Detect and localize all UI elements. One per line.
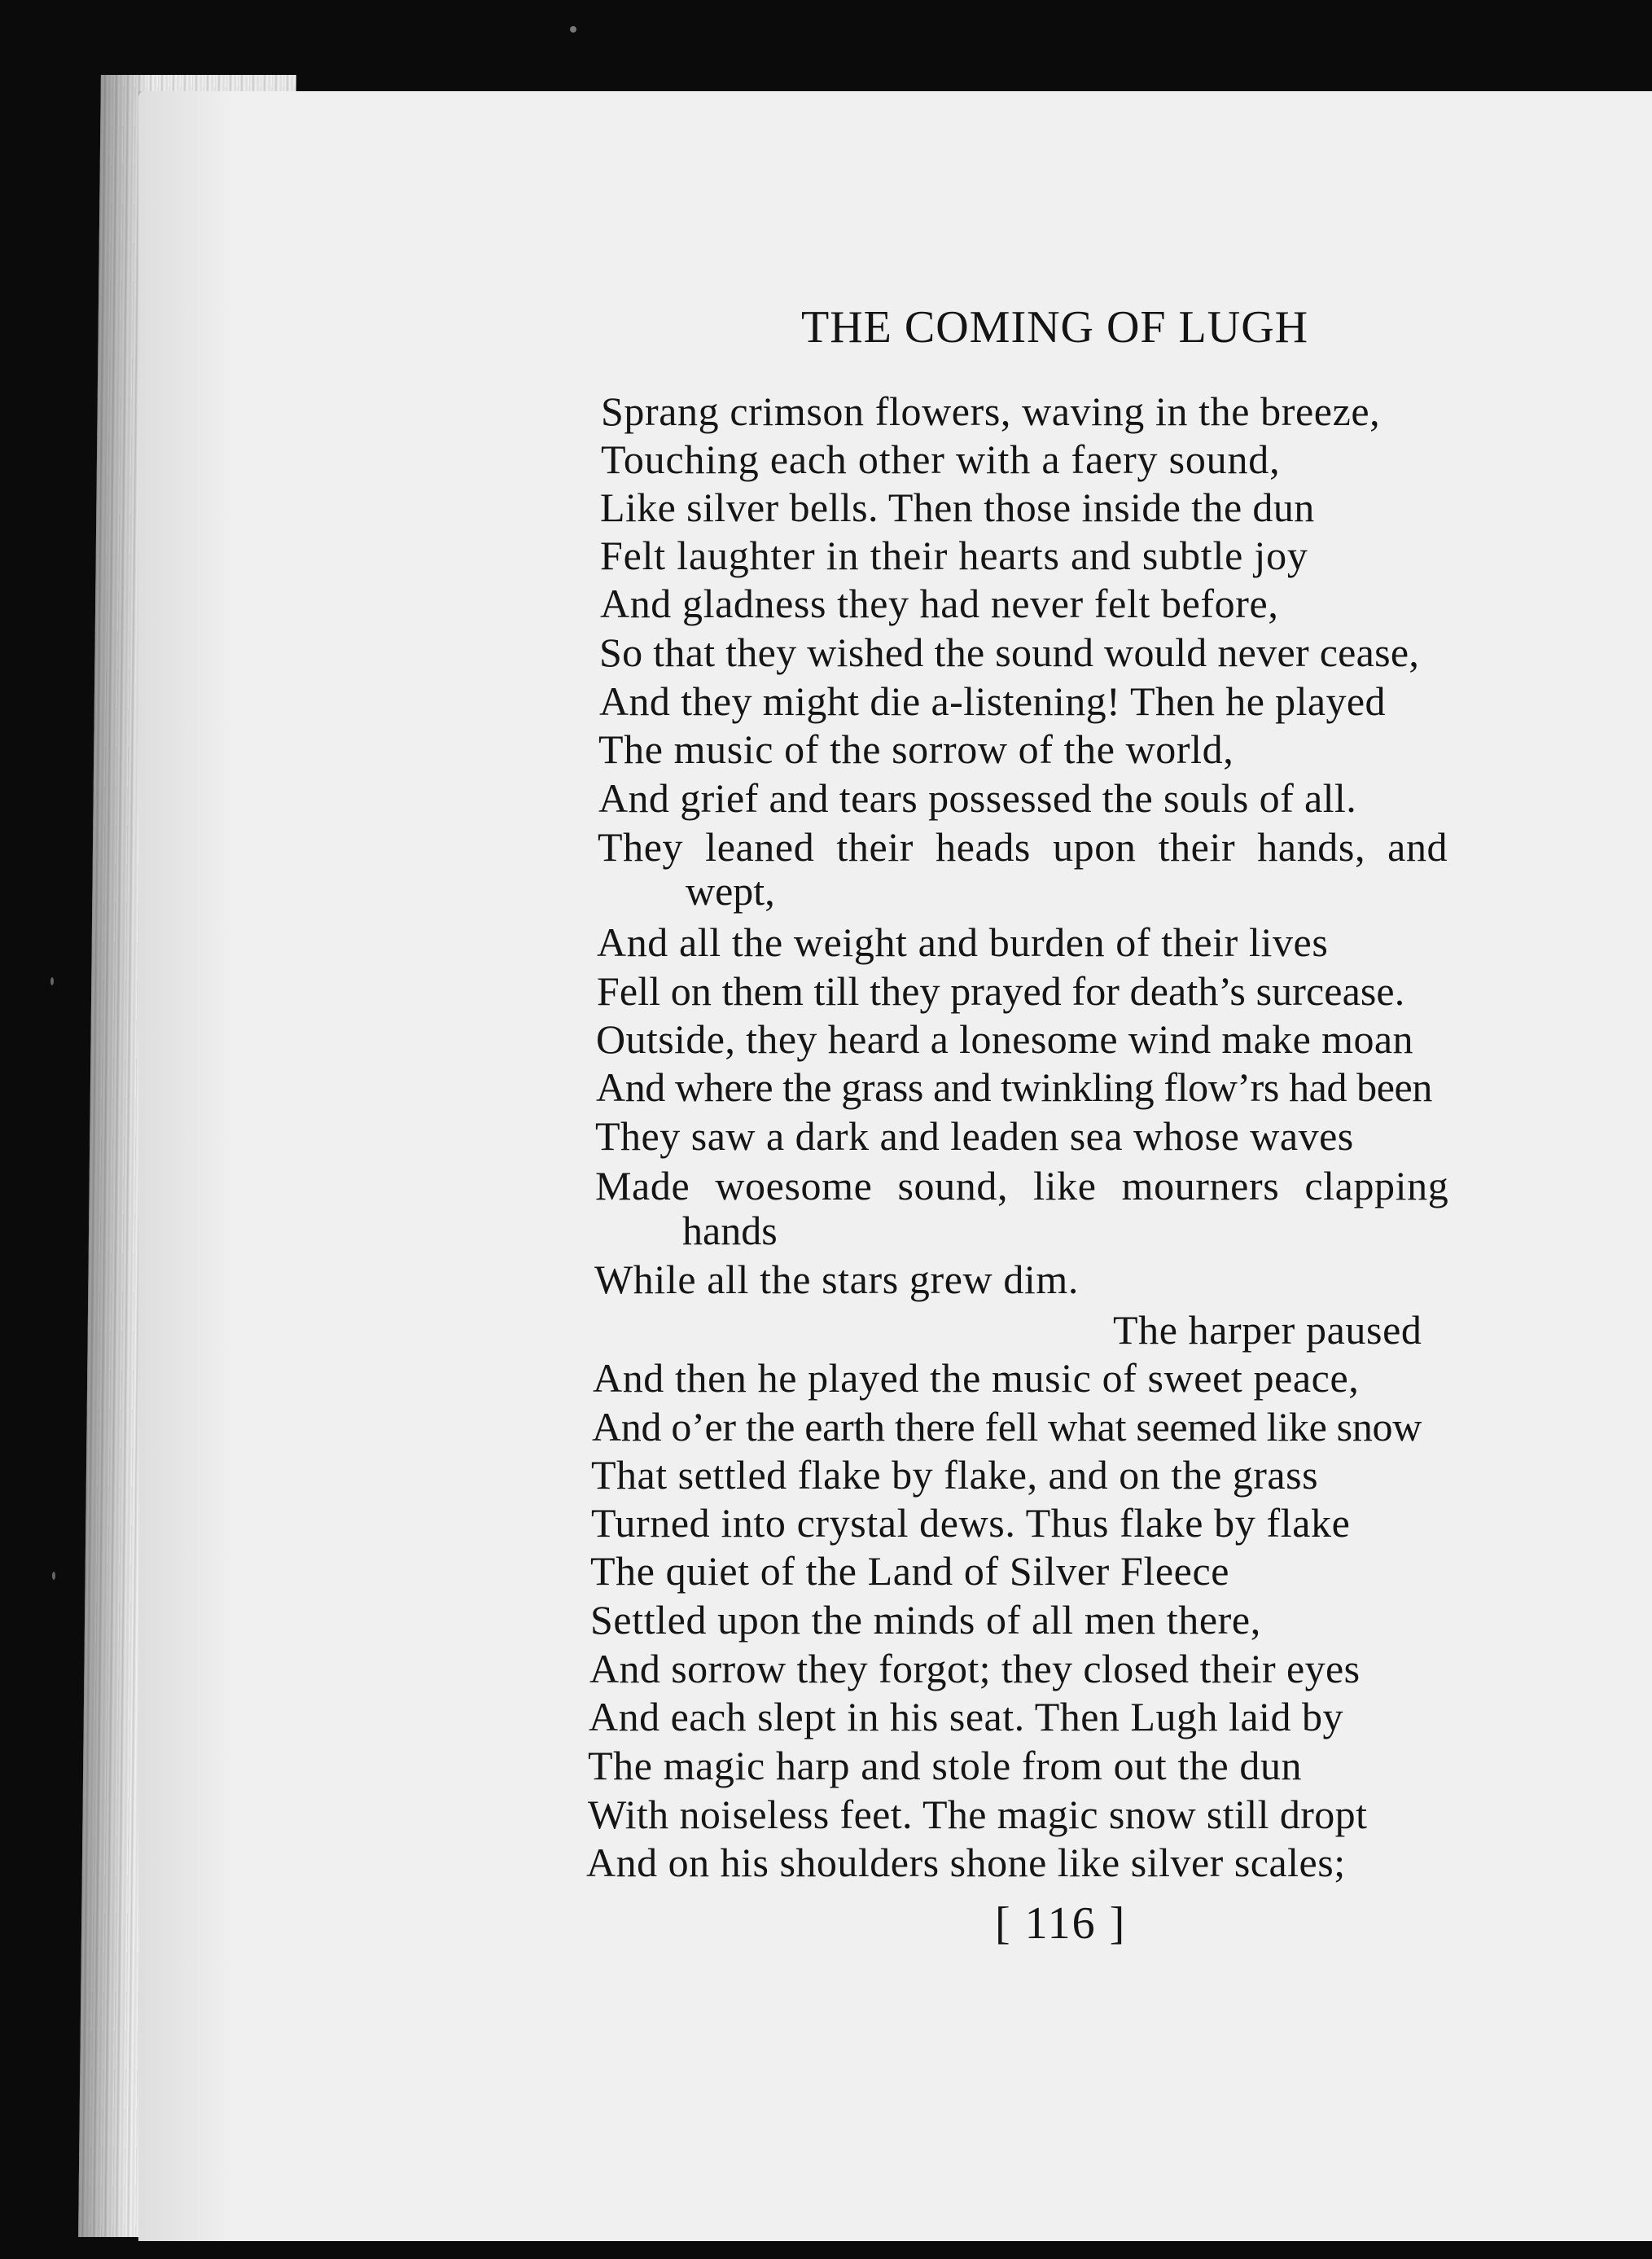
poem-line: Made woesome sound, like mourners clapping (595, 1163, 1449, 1208)
poem-line: wept, (686, 868, 775, 914)
poem-line: And where the grass and twinkling flow’rs had been (596, 1064, 1432, 1110)
poem-line: And on his shoulders shone like silver scales; (586, 1840, 1346, 1885)
poem-line: Like silver bells. Then those inside the dun (600, 485, 1315, 530)
scan-speck (570, 26, 576, 33)
running-head: THE COMING OF LUGH (801, 302, 1309, 353)
scan-speck (52, 1572, 55, 1580)
poem-line: And sorrow they forgot; they closed their eyes (589, 1646, 1361, 1691)
poem-line: With noiseless feet. The magic snow still dropt (588, 1792, 1368, 1837)
poem-line: They saw a dark and leaden sea whose waves (595, 1113, 1354, 1159)
poem-line: That settled flake by flake, and on the grass (591, 1452, 1319, 1498)
poem-line: Outside, they heard a lonesome wind make moan (596, 1016, 1413, 1062)
poem-line: And grief and tears possessed the souls of all. (598, 775, 1357, 821)
poem-line: And all the weight and burden of their lives (597, 919, 1329, 965)
scan-speck (50, 977, 54, 985)
poem-line: And then he played the music of sweet peace, (593, 1355, 1360, 1401)
poem-line: And o’er the earth there fell what seemed like snow (592, 1404, 1422, 1450)
poem-line: Settled upon the minds of all men there, (590, 1597, 1261, 1643)
poem-line: The music of the sorrow of the world, (598, 726, 1234, 772)
poem-line: Fell on them till they prayed for death’s surcease. (597, 968, 1405, 1014)
poem-line: And they might die a-listening! Then he played (599, 678, 1386, 724)
poem-line: Turned into crystal dews. Thus flake by flake (591, 1500, 1351, 1546)
poem-line: hands (682, 1208, 778, 1253)
poem-line: They leaned their heads upon their hands, and (598, 824, 1448, 870)
poem-line: The quiet of the Land of Silver Fleece (590, 1548, 1230, 1594)
poem-line: While all the stars grew dim. (594, 1257, 1080, 1302)
poem-line: And each slept in his seat. Then Lugh laid by (589, 1694, 1343, 1739)
poem-line: The harper paused (1113, 1307, 1422, 1353)
poem-line: Touching each other with a faery sound, (601, 436, 1281, 482)
poem-line: Felt laughter in their hearts and subtle joy (600, 533, 1308, 578)
page-number: [ 116 ] (995, 1898, 1127, 1949)
poem-line: So that they wished the sound would never cease, (599, 629, 1420, 675)
poem-line: And gladness they had never felt before, (600, 581, 1279, 626)
poem-line: The magic harp and stole from out the dun (588, 1743, 1303, 1788)
poem-line: Sprang crimson flowers, waving in the breeze, (601, 388, 1381, 434)
